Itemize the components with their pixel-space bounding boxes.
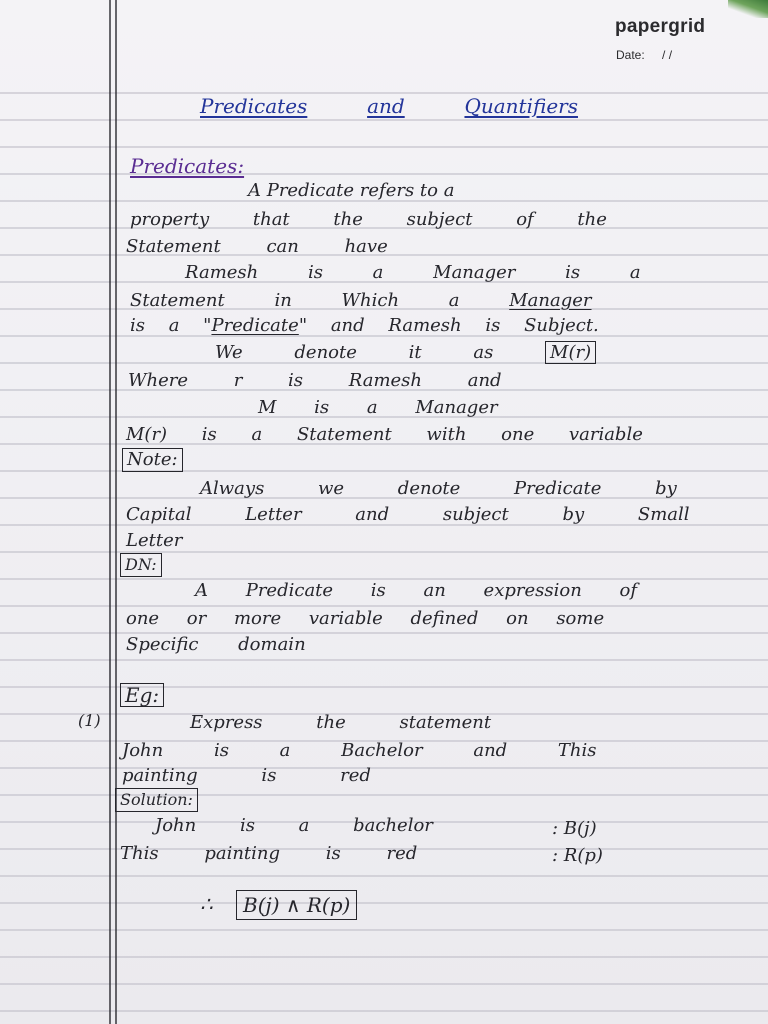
- p2-line-3-pre: is a ": [130, 315, 212, 336]
- p2-line-4-text: We denote it as: [215, 342, 494, 363]
- solution-row-2-value: : R(p): [552, 845, 603, 866]
- example-number: (1): [78, 711, 101, 730]
- title-word-3: Quantifiers: [464, 94, 578, 118]
- eg-line-2: John is a Bachelor and This: [122, 740, 597, 761]
- p2-line-1: Ramesh is a Manager is a: [185, 262, 641, 283]
- note-label: Note:: [122, 448, 183, 472]
- p2-line-3-post: " and Ramesh is Subject.: [298, 315, 599, 336]
- p2-line-2-text: Statement in Which a: [130, 290, 460, 311]
- p1-line-1-text: A Predicate refers to a: [248, 180, 455, 201]
- title-word-2: and: [367, 94, 405, 118]
- m-of-r-box: M(r): [545, 341, 596, 364]
- eg-line-3: painting is red: [122, 765, 371, 786]
- date-field: [616, 48, 672, 62]
- p3-line-1: Where r is Ramesh and: [128, 370, 502, 391]
- therefore-symbol: ∴: [200, 892, 213, 916]
- note-line-2: Capital Letter and subject by Small: [126, 504, 690, 525]
- final-answer-box: B(j) ∧ R(p): [236, 890, 357, 920]
- dn-line-3: Specific domain: [126, 634, 306, 655]
- p1-line-1: [248, 180, 658, 202]
- dn-line-2: one or more variable defined on some: [126, 608, 605, 629]
- p2-line-4: [215, 342, 596, 364]
- brand-logo: papergrid: [615, 16, 706, 37]
- eg-label: Eg:: [120, 683, 164, 707]
- p1-line-3: Statement can have: [126, 236, 388, 257]
- date-label: Date:: [616, 48, 645, 62]
- predicate-word: Predicate: [211, 315, 299, 336]
- note-line-1: Always we denote Predicate by: [200, 478, 677, 499]
- p3-line-3: M(r) is a Statement with one variable: [126, 424, 643, 445]
- p2-line-2: [130, 290, 592, 312]
- p2-line-3: [130, 315, 599, 337]
- corner-decoration: [728, 0, 768, 18]
- solution-row-1-text: John is a bachelor: [155, 815, 433, 836]
- eg-line-1: Express the statement: [190, 712, 492, 733]
- p3-line-2: M is a Manager: [258, 397, 498, 418]
- page-title: [200, 95, 578, 117]
- dn-line-1: A Predicate is an expression of: [195, 580, 638, 601]
- section-heading-predicates: Predicates:: [130, 154, 245, 178]
- solution-row-2-text: This painting is red: [120, 843, 418, 864]
- dn-label: DN:: [120, 553, 162, 577]
- solution-label: Solution:: [115, 788, 198, 812]
- title-word-1: Predicates: [200, 94, 308, 118]
- solution-row-1-value: : B(j): [552, 818, 597, 839]
- manager-word: Manager: [509, 290, 592, 311]
- p1-line-2: property that the subject of the: [130, 209, 607, 230]
- date-value: / /: [662, 48, 673, 62]
- note-line-3: Letter: [126, 530, 183, 551]
